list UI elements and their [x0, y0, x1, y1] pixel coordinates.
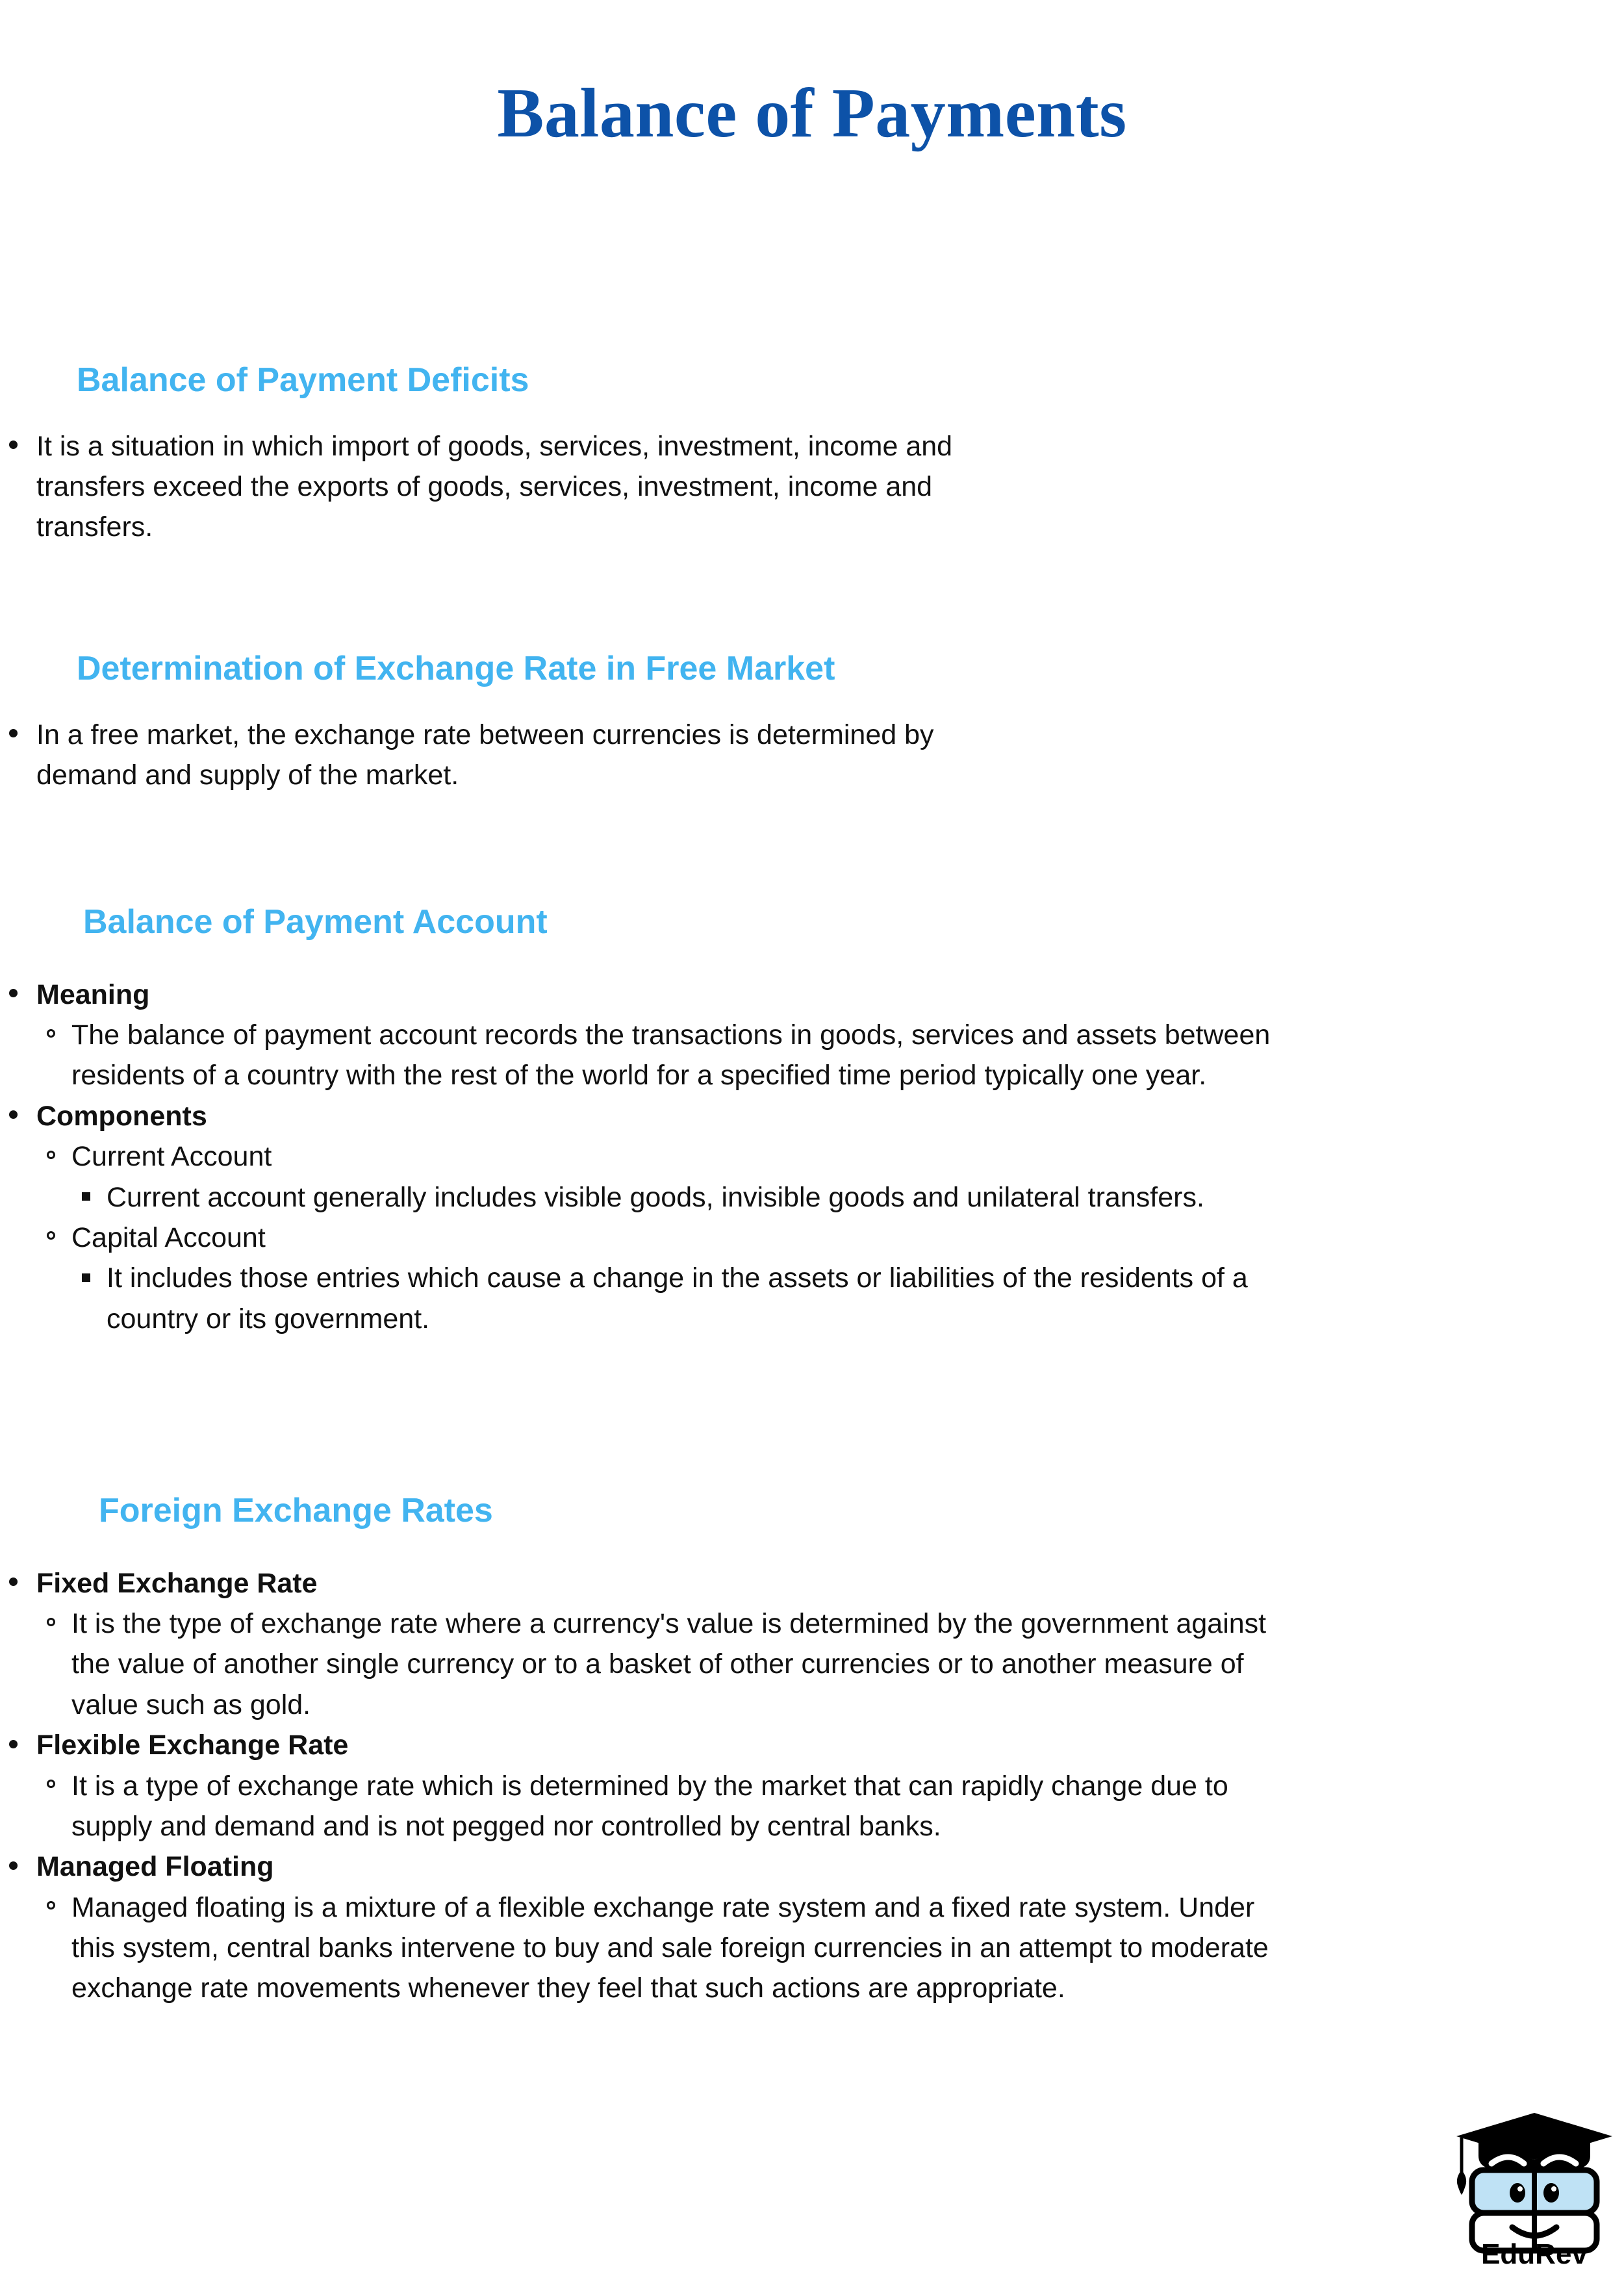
disc-bullet-icon [9, 989, 18, 997]
list-item [71, 1258, 1624, 1339]
disc-bullet-icon [9, 441, 18, 449]
bullet-list [0, 1563, 1624, 2009]
list-item [0, 1096, 1624, 1339]
sub-bullet-list [36, 1887, 1624, 2009]
disc-bullet-icon [9, 1740, 18, 1748]
list-item [36, 1766, 1624, 1847]
sub-bullet-list [36, 1766, 1624, 1847]
sub-bullet-list [36, 1136, 1624, 1339]
list-item [0, 1725, 1624, 1846]
section-heading: Determination of Exchange Rate in Free Market [77, 650, 835, 687]
list-item-text: It is a situation in which import of goods, services, investment, income and transfers exceed the exports of goods, services, investment, income and transfers. [36, 430, 953, 543]
disc-bullet-icon [9, 1861, 18, 1870]
section-heading: Foreign Exchange Rates [99, 1492, 493, 1529]
list-item-text: Capital Account [71, 1221, 266, 1253]
list-item-text: Current Account [71, 1141, 272, 1173]
circle-bullet-icon [47, 1618, 55, 1626]
bullet-list [0, 975, 1624, 1339]
list-item [0, 1846, 1624, 2008]
circle-bullet-icon [47, 1029, 55, 1038]
circle-bullet-icon [47, 1901, 55, 1910]
list-item-text: It includes those entries which cause a change in the assets or liabilities of the residents of a country or its government. [107, 1262, 1248, 1335]
section-foreign-exchange-rates [0, 1492, 1624, 2009]
sub-sub-bullet-list [71, 1258, 1624, 1339]
list-item-label: Flexible Exchange Rate [36, 1730, 349, 1761]
list-item-text: It is the type of exchange rate where a currency's value is determined by the government against the value of another single currency or to a basket of other currencies or to another measure of value such as gold. [71, 1608, 1267, 1720]
list-item [0, 426, 1624, 548]
sub-bullet-list [36, 1603, 1624, 1725]
list-item [0, 975, 1624, 1096]
list-item-label: Meaning [36, 978, 150, 1010]
disc-bullet-icon [9, 729, 18, 737]
disc-bullet-icon [9, 1578, 18, 1586]
square-bullet-icon [82, 1273, 90, 1282]
list-item-text: Current account generally includes visible goods, invisible goods and unilateral transfers. [107, 1181, 1204, 1213]
edurev-logo [1453, 2110, 1616, 2266]
list-item [0, 715, 1624, 796]
bullet-list [0, 715, 1624, 796]
list-item [36, 1887, 1624, 2009]
list-item [36, 1015, 1624, 1096]
disc-bullet-icon [9, 1110, 18, 1119]
square-bullet-icon [82, 1192, 90, 1201]
section-balance-of-payment-deficits [0, 361, 1624, 548]
page-title: Balance of Payments [497, 75, 1127, 152]
circle-bullet-icon [47, 1780, 55, 1788]
list-item-text: In a free market, the exchange rate between currencies is determined by demand and supply of the market. [36, 719, 934, 791]
list-item-label: Fixed Exchange Rate [36, 1567, 318, 1599]
section-heading: Balance of Payment Account [83, 903, 548, 941]
section-balance-of-payment-account [0, 903, 1624, 1339]
sub-bullet-list [36, 1015, 1624, 1096]
edurev-wordmark: EduRev [1481, 2238, 1588, 2266]
circle-bullet-icon [47, 1151, 55, 1159]
list-item-label: Components [36, 1100, 207, 1132]
section-heading: Balance of Payment Deficits [77, 361, 529, 399]
sub-sub-bullet-list [71, 1177, 1624, 1218]
list-item [71, 1177, 1624, 1218]
bullet-list [0, 426, 1624, 548]
list-item [36, 1603, 1624, 1725]
section-determination-of-exchange-rate [0, 650, 1624, 795]
list-item-text: The balance of payment account records the transactions in goods, services and assets between residents of a country with the rest of the world for a specified time period typically one year. [71, 1019, 1271, 1092]
list-item-label: Managed Floating [36, 1851, 274, 1883]
circle-bullet-icon [47, 1231, 55, 1240]
list-item-text: Managed floating is a mixture of a flexible exchange rate system and a fixed rate system. Under this system, central banks intervene to buy and sale foreign currencies in an attempt to moderate exchange rate movements whenever they feel that such actions are appropriate. [71, 1891, 1269, 2004]
list-item [36, 1136, 1624, 1218]
list-item [0, 1563, 1624, 1725]
list-item-text: It is a type of exchange rate which is determined by the market that can rapidly change due to supply and demand and is not pegged nor controlled by central banks. [71, 1770, 1228, 1842]
list-item [36, 1218, 1624, 1339]
